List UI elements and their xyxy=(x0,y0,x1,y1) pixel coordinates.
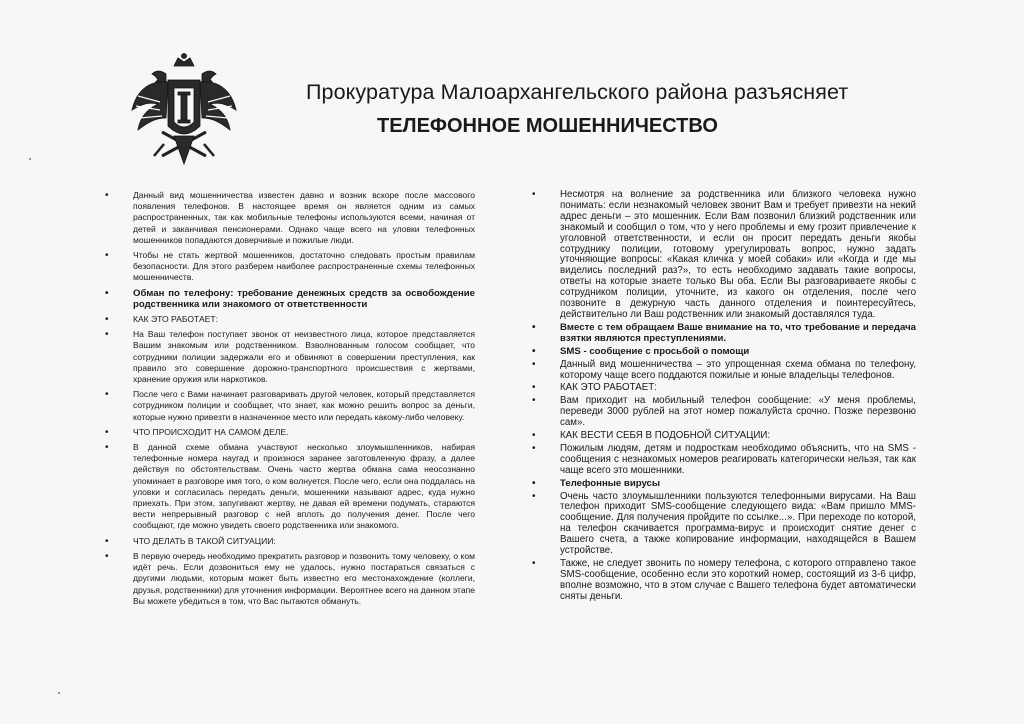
scan-speck xyxy=(58,692,60,694)
bullet-icon: • xyxy=(105,389,109,401)
right-column-paragraph xyxy=(532,479,916,490)
bullet-icon: • xyxy=(105,535,109,547)
bullet-icon: • xyxy=(532,382,536,394)
page-subtitle: ТЕЛЕФОННОЕ МОШЕННИЧЕСТВО xyxy=(377,115,718,137)
bullet-icon: • xyxy=(105,190,109,201)
left-column-paragraph-text: Чтобы не стать жертвой мошенников, достаточно следовать простым правилам безопасности. Для этого разберем наиболее распространенные схемы телефонных мошенничеств. xyxy=(133,250,475,283)
left-column-paragraph-text: Данный вид мошенничества известен давно и возник вскоре после массового появления телефонов. В настоящее время он является одним из самых распространенных, так как мобильные телефоны используются всеми, начиная от детей и заканчивая пенсионерами. Однако чаще всего на уловки телефонных мошенников попадаются доверчивые и пожилые люди. xyxy=(133,190,475,245)
bullet-icon: • xyxy=(532,490,536,502)
left-column-paragraph xyxy=(105,329,475,385)
left-column-paragraph xyxy=(105,288,475,310)
left-column-paragraph-text: На Ваш телефон поступает звонок от неизвестного лица, которое представляется Вашим знакомым или родственником. Взволнованным голосом сообщает, что сотрудники полиции задержали его и обвиняют в совершении преступления, как правило это совершение дорожно-транспортного происшествия с жертвами, хранение оружия или наркотиков. xyxy=(133,329,475,385)
right-column-paragraph xyxy=(532,323,916,345)
right-column-paragraph-text: Также, не следует звонить по номеру телефона, с которого отправлено такое SMS-сообщение, особенно если это короткий номер, состоящий из 3-6 цифр, вполне возможно, что в этом случае с Вашего телефона будет автоматически сняты деньги. xyxy=(560,558,916,602)
bullet-icon: • xyxy=(532,358,536,370)
left-column-paragraph xyxy=(105,314,475,325)
left-column xyxy=(105,190,475,611)
bullet-icon: • xyxy=(105,426,109,438)
right-column-paragraph-text: Данный вид мошенничества – это упрощенная схема обмана по телефону, которому чаще всего поддаются пожилые и юные владельцы телефонов. xyxy=(560,358,916,381)
left-column-paragraph xyxy=(105,389,475,423)
right-column-paragraph xyxy=(532,431,916,442)
bullet-icon: • xyxy=(105,550,109,562)
left-column-paragraph xyxy=(105,551,475,607)
right-column-paragraph xyxy=(532,383,916,394)
bullet-icon: • xyxy=(532,189,536,200)
scan-speck xyxy=(29,158,31,160)
right-column-paragraph-text: КАК ВЕСТИ СЕБЯ В ПОДОБНОЙ СИТУАЦИИ: xyxy=(560,430,771,442)
left-column-paragraph-text: В данной схеме обмана участвуют несколько злоумышленников, набирая телефонные номера наугад и произнося заранее заготовленную фразу, а далее действуя по обстоятельствам. Очень часто жертва обмана сама неосознанно упоминает в разговоре имя того, о ком волнуется. После чего, если она поддалась на уловки и согласилась передать деньги, мошенники называют адрес, куда нужно приехать. При этом, запугивают жертву, не давая ей времени подумать, стараются вести непрерывный разговор с ней вплоть до получения денег. После чего сообщают, где можно увидеть своего родственника или знакомого. xyxy=(133,442,475,531)
right-column xyxy=(532,190,916,605)
bullet-icon: • xyxy=(532,345,536,357)
left-column-paragraph-text: В первую очередь необходимо прекратить разговор и позвонить тому человеку, о ком идёт речь. Если дозвониться ему не удалось, нужно постараться связаться с другими людьми, которым может быть известно его местонахождение (коллеги, друзья, родственники) для уточнения информации. Вероятнее всего на данном этапе Вы можете убедиться в том, что Вас пытаются обмануть. xyxy=(133,550,476,606)
right-column-paragraph xyxy=(532,360,916,382)
right-column-paragraph-text: Несмотря на волнение за родственника или близкого человека нужно понимать: если незнакомый человек звонит Вам и требует привезти на некий адрес деньги – это мошенник. Если Вам позвонил близкий родственник или знакомый и сообщил о том, что у него проблемы и ему грозит привлечение к уголовной ответственности, и если он просит передать деньги якобы сотруднику полиции, готовому урегулировать вопрос, нужно задать уточняющие вопросы: «Какая кличка у моей собаки» или «Когда и где мы виделись последний раз?», то есть необходимо задавать такие вопросы, ответы на которые знаете только Вы оба. Если Вы разговариваете якобы с сотрудником полиции, уточните, из какого он отделения, после чего позвоните в дежурную часть данного отделения и поинтересуйтесь, действительно ли Ваш родственник или знакомый доставлялся туда. xyxy=(560,189,916,320)
bullet-icon: • xyxy=(105,442,109,454)
right-column-paragraph-text: КАК ЭТО РАБОТАЕТ: xyxy=(560,382,657,394)
right-column-paragraph xyxy=(532,559,916,603)
bullet-icon: • xyxy=(532,477,536,489)
left-column-paragraph xyxy=(105,427,475,438)
right-column-paragraph-text: SMS - сообщение с просьбой о помощи xyxy=(560,345,750,357)
left-column-paragraph xyxy=(105,536,475,547)
left-column-paragraph-text: После чего с Вами начинает разговаривать другой человек, который представляется сотрудником полиции и сообщает, что знает, как можно решить вопрос за деньги, которые нужно привезти в назначенное место или передать какому-либо человеку. xyxy=(133,389,475,422)
page-title: Прокуратура Малоархангельского района разъясняет xyxy=(306,80,849,104)
bullet-icon: • xyxy=(105,287,109,299)
bullet-icon: • xyxy=(105,329,109,341)
right-column-paragraph xyxy=(532,347,916,358)
bullet-icon: • xyxy=(532,442,536,454)
right-column-paragraph xyxy=(532,444,916,477)
bullet-icon: • xyxy=(105,250,109,262)
bullet-icon: • xyxy=(532,395,536,407)
right-column-paragraph xyxy=(532,492,916,557)
left-column-paragraph-text: КАК ЭТО РАБОТАЕТ: xyxy=(133,314,218,325)
left-column-paragraph xyxy=(105,250,475,284)
left-column-paragraph xyxy=(105,190,475,246)
left-column-paragraph-text: Обман по телефону: требование денежных средств за освобождение родственника или знакомого от ответственности xyxy=(133,287,475,310)
right-column-paragraph xyxy=(532,190,916,321)
right-column-paragraph-text: Пожилым людям, детям и подросткам необходимо объяснить, что на SMS - сообщения с незнакомых номеров реагировать категорически нельзя, так как чаще всего это мошенники. xyxy=(560,442,916,476)
bullet-icon: • xyxy=(532,558,536,569)
double-headed-eagle-emblem-icon xyxy=(128,52,240,172)
right-column-paragraph xyxy=(532,396,916,429)
bullet-icon: • xyxy=(105,314,109,326)
left-column-paragraph xyxy=(105,442,475,532)
right-column-paragraph-text: Вместе с тем обращаем Ваше внимание на то, что требование и передача взятки являются преступлениями. xyxy=(560,321,916,344)
left-column-paragraph-text: ЧТО ПРОИСХОДИТ НА САМОМ ДЕЛЕ. xyxy=(133,426,289,437)
right-column-paragraph-text: Вам приходит на мобильный телефон сообщение: «У меня проблемы, переведи 3000 рублей на этот номер пожалуйста срочно. Позже перезвоню сам». xyxy=(560,395,916,429)
right-column-paragraph-text: Очень часто злоумышленники пользуются телефонными вирусами. На Ваш телефон приходит SMS-сообщение следующего вида: «Вам пришло MMS-сообщение. Для получения пройдите по ссылке...». При переходе по которой, на телефон скачивается программа-вирус и происходит снятие денег с Вашего счета, а также копирование информации, находящейся в Вашем устройстве. xyxy=(560,490,916,557)
left-column-paragraph-text: ЧТО ДЕЛАТЬ В ТАКОЙ СИТУАЦИИ: xyxy=(133,535,276,546)
bullet-icon: • xyxy=(532,321,536,333)
right-column-paragraph-text: Телефонные вирусы xyxy=(560,477,661,489)
bullet-icon: • xyxy=(532,430,536,442)
